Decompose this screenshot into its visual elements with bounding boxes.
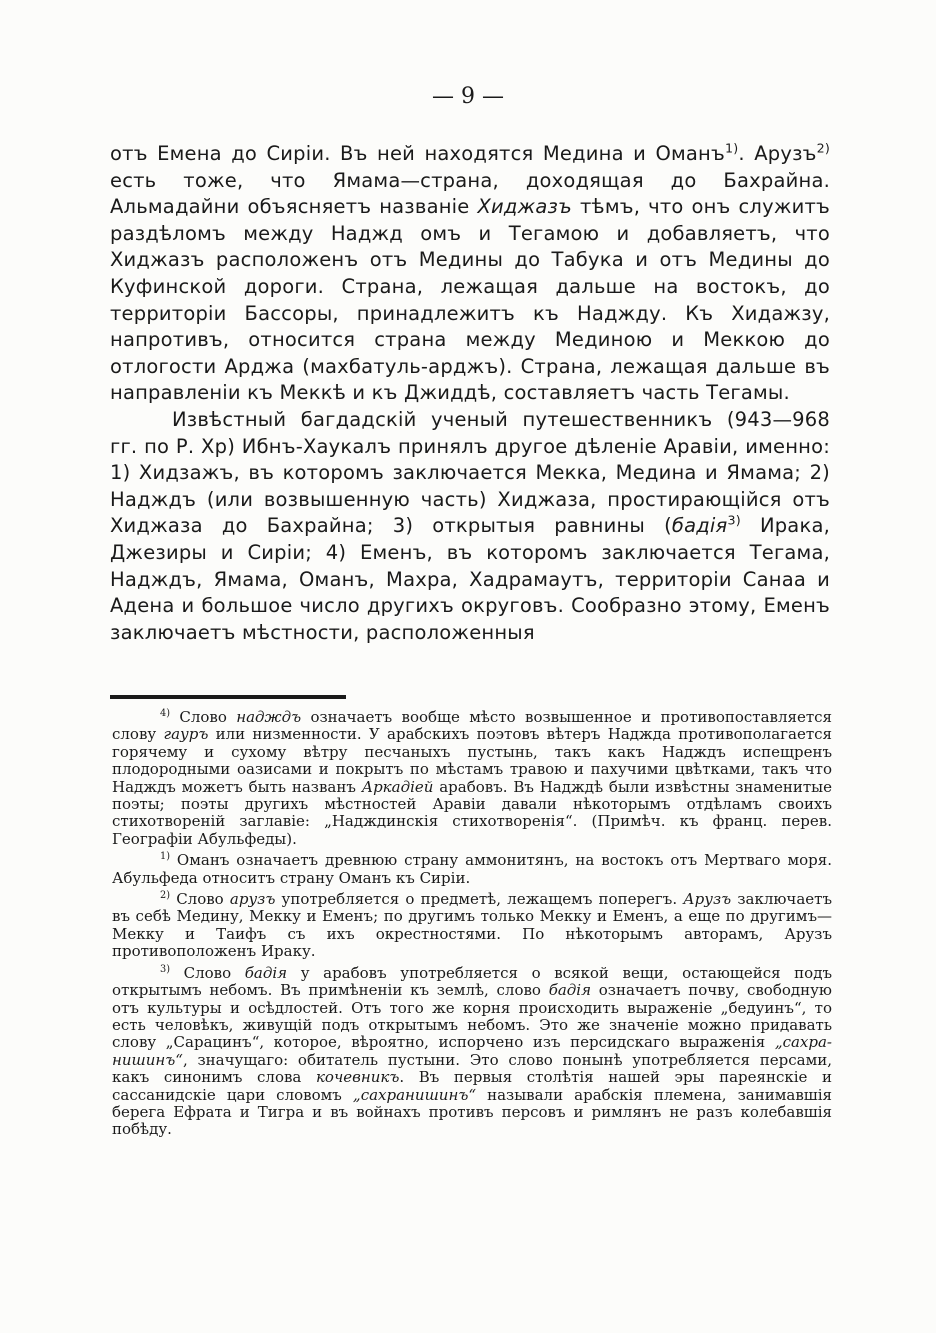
footnote-mark: 3)	[160, 963, 171, 975]
page-number: — 9 —	[432, 84, 504, 109]
footnote-4: $^{4)}$ Слово надждъ означаетъ вообще мѣсто возвышенное и противопоставляется слову гауръ или низменности. У арабскихъ поэтовъ вѣтеръ Наджда противополагается горячему и сухому вѣтру песчаныхъ пустынь, такъ какъ Надждъ испещренъ плодородными оазисами и покрытъ по мѣстамъ травою и пахучими цвѣтками, такъ что Надждъ можетъ быть названъ Аркадіей арабовъ. Въ Надждѣ были извѣстны знаменитые поэты; поэты другихъ мѣстностей Аравіи давали нѣкоторымъ отдѣламъ своихъ стихотвореній заглавіе: „Надждинскія стихотворенія“. (Примѣч. къ франц. перев. Географіи Абульфеды).	[112, 708, 832, 848]
term-badiya: бадія	[671, 514, 728, 538]
footnote-mark: 4)	[160, 708, 171, 719]
term-hijaz: Хиджазъ	[477, 195, 573, 219]
footnote-ref-1[interactable]: 1)	[725, 140, 739, 156]
footnote-mark: 2)	[160, 890, 171, 902]
footnote-3: $^{3)}$ Слово бадія у арабовъ употребляется о всякой вещи, остающейся подъ открытымъ небомъ. Въ примѣненіи къ землѣ, слово бадія означаетъ почву, свободную отъ культуры и осѣдлостей. Отъ того же корня происходить выраженіе „бедуинъ“, то есть человѣкъ, живущій подъ открытымъ небомъ. Это же значеніе можно придавать слову „Сарацинъ“, которое, вѣроятно, испорчено изъ персидскаго выраженія „сахра-нишинъ“, значущаго: обитатель пустыни. Это слово понынѣ употребляется персами, какъ синонимъ слова кочевникъ. Въ первыя столѣтія нашей эры пареянскіе и сассанидскіе цари словомъ „сахранишинъ“ называли арабскія племена, занимавшія берега Ефрата и Тигра и въ войнахъ противъ персовъ и римлянъ не разъ колебавшія побѣду.	[112, 963, 832, 1139]
footnote-mark: 1)	[160, 851, 171, 863]
main-text	[110, 141, 830, 646]
paragraph-2: Извѣстный багдадскій ученый путешественникъ (943—968 гг. по Р. Хр) Ибнъ-Хаукалъ принялъ другое дѣленіе Аравіи, именно: 1) Хидзажъ, въ которомъ заключается Мекка, Медина и Ямама; 2) Надждъ (или возвышенную часть) Хиджаза, простирающійся отъ Хиджаза до Бахрайна; 3) открытыя равнины (бадія$^{3)}$ Ирака, Джезиры и Сиріи; 4) Еменъ, въ которомъ заключается Тегама, Надждъ, Ямама, Оманъ, Махра, Хадрамаутъ, территоріи Санаа и Адена и большое число другихъ округовъ. Сообразно этому, Еменъ заключаетъ мѣстности, расположенныя	[110, 407, 830, 644]
footnote-ref-2[interactable]: 2)	[816, 140, 831, 156]
paragraph-1: отъ Емена до Сиріи. Въ ней находятся Медина и Оманъ$^{1)}$. Арузъ$^{2)}$ есть тоже, что Ямама—страна, доходящая до Бахрайна. Альмадайни объясняетъ названіе Хиджазъ тѣмъ, что онъ служитъ раздѣломъ между Наджд омъ и Тегамою и добавляетъ, что Хиджазъ расположенъ отъ Медины до Табука и отъ Медины до Куфинской дороги. Страна, лежащая дальше на востокъ, до территоріи Бассоры, принадлежитъ къ Наджду. Къ Хидажзу, напротивъ, относится страна между Мединою и Меккою до отлогости Арджа (махбатуль-арджъ). Страна, лежащая дальше въ направленіи къ Меккѣ и къ Джиддѣ, составляетъ часть Тегамы.	[110, 140, 831, 405]
footnote-divider	[110, 695, 346, 699]
footnote-2: $^{2)}$ Слово арузъ употребляется о предметѣ, лежащемъ поперегъ. Арузъ заключаетъ въ себѣ Медину, Мекку и Еменъ; по другимъ только Мекку и Еменъ, а еще по другимъ—Мекку и Таифъ съ ихъ окрестностями. По нѣкоторымъ авторамъ, Арузъ противоположенъ Ираку.	[112, 890, 832, 961]
footnotes	[112, 709, 832, 1143]
footnote-1: $^{1)}$ Оманъ означаетъ древнюю страну аммонитянъ, на востокъ отъ Мертваго моря. Абульфеда относитъ страну Оманъ къ Сиріи.	[112, 851, 832, 887]
footnote-ref-3[interactable]: 3)	[727, 512, 741, 528]
